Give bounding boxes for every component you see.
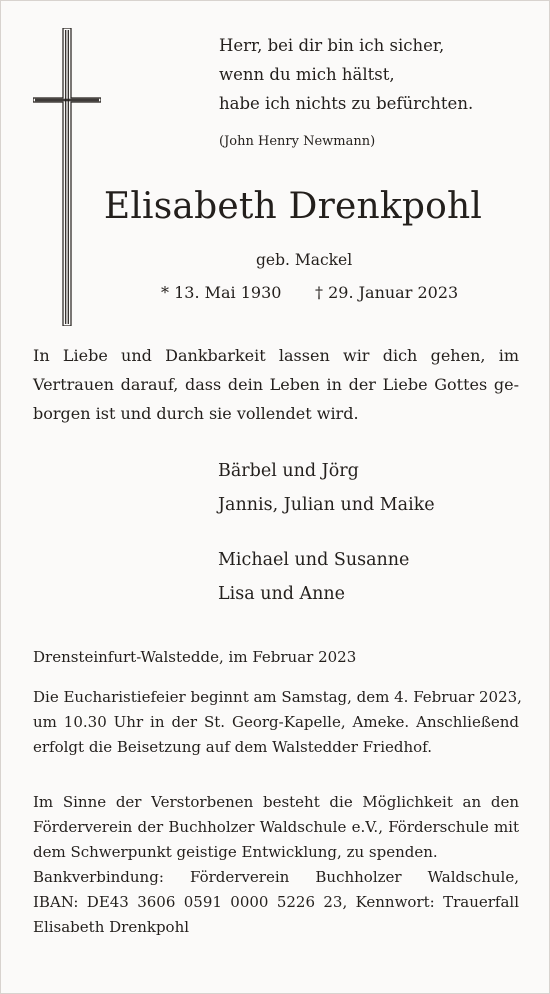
service-line: erfolgt die Beisetzung auf dem Walstedder Friedhof. [33,738,432,756]
mourners-group [218,454,435,522]
scripture-quote [219,31,519,118]
mourners-group [218,543,409,611]
donation-line: Elisabeth Drenkpohl [33,918,190,936]
quote-line: habe ich nichts zu befürchten. [219,94,474,113]
mourner-line: Michael und Susanne [218,550,410,570]
mourner-line: Jannis, Julian und Maike [218,495,435,515]
mourner-line: Bärbel und Jörg [218,461,359,481]
place-date: Drensteinfurt-Walstedde, im Februar 2023 [33,648,357,666]
birth-date: * 13. Mai 1930 [161,283,282,302]
quote-line: Herr, bei dir bin ich sicher, [219,36,445,55]
donation-info [33,790,519,940]
farewell-line: Vertrauen darauf, dass dein Leben in der Liebe Gottes ge- [33,375,519,394]
deceased-name: Elisabeth Drenkpohl [103,186,483,227]
farewell-line: borgen ist und durch sie vollendet wird. [33,404,359,423]
service-line: Die Eucharistiefeier beginnt am Samstag, dem 4. Februar 2023, [33,688,522,706]
donation-line: Förderverein der Buchholzer Waldschule e.V., Förderschule mit [33,818,519,836]
donation-line: IBAN: DE43 3606 0591 0000 5226 23, Kennwort: Trauerfall [33,893,519,911]
farewell-line: In Liebe und Dankbarkeit lassen wir dich gehen, im [33,346,519,365]
mourner-line: Lisa und Anne [218,584,346,604]
birth-name: geb. Mackel [256,251,353,269]
quote-author: (John Henry Newmann) [219,134,376,149]
donation-line: Bankverbindung: Förderverein Buchholzer Waldschule, [33,868,519,886]
farewell-text [33,341,519,428]
donation-line: Im Sinne der Verstorbenen besteht die Möglichkeit an den [33,793,519,811]
cross-icon [33,28,101,326]
donation-line: dem Schwerpunkt geistige Entwicklung, zu spenden. [33,843,438,861]
service-info [33,685,522,760]
death-date: † 29. Januar 2023 [315,283,459,302]
quote-line: wenn du mich hältst, [219,65,395,84]
service-line: um 10.30 Uhr in der St. Georg-Kapelle, Ameke. Anschließend [33,713,519,731]
